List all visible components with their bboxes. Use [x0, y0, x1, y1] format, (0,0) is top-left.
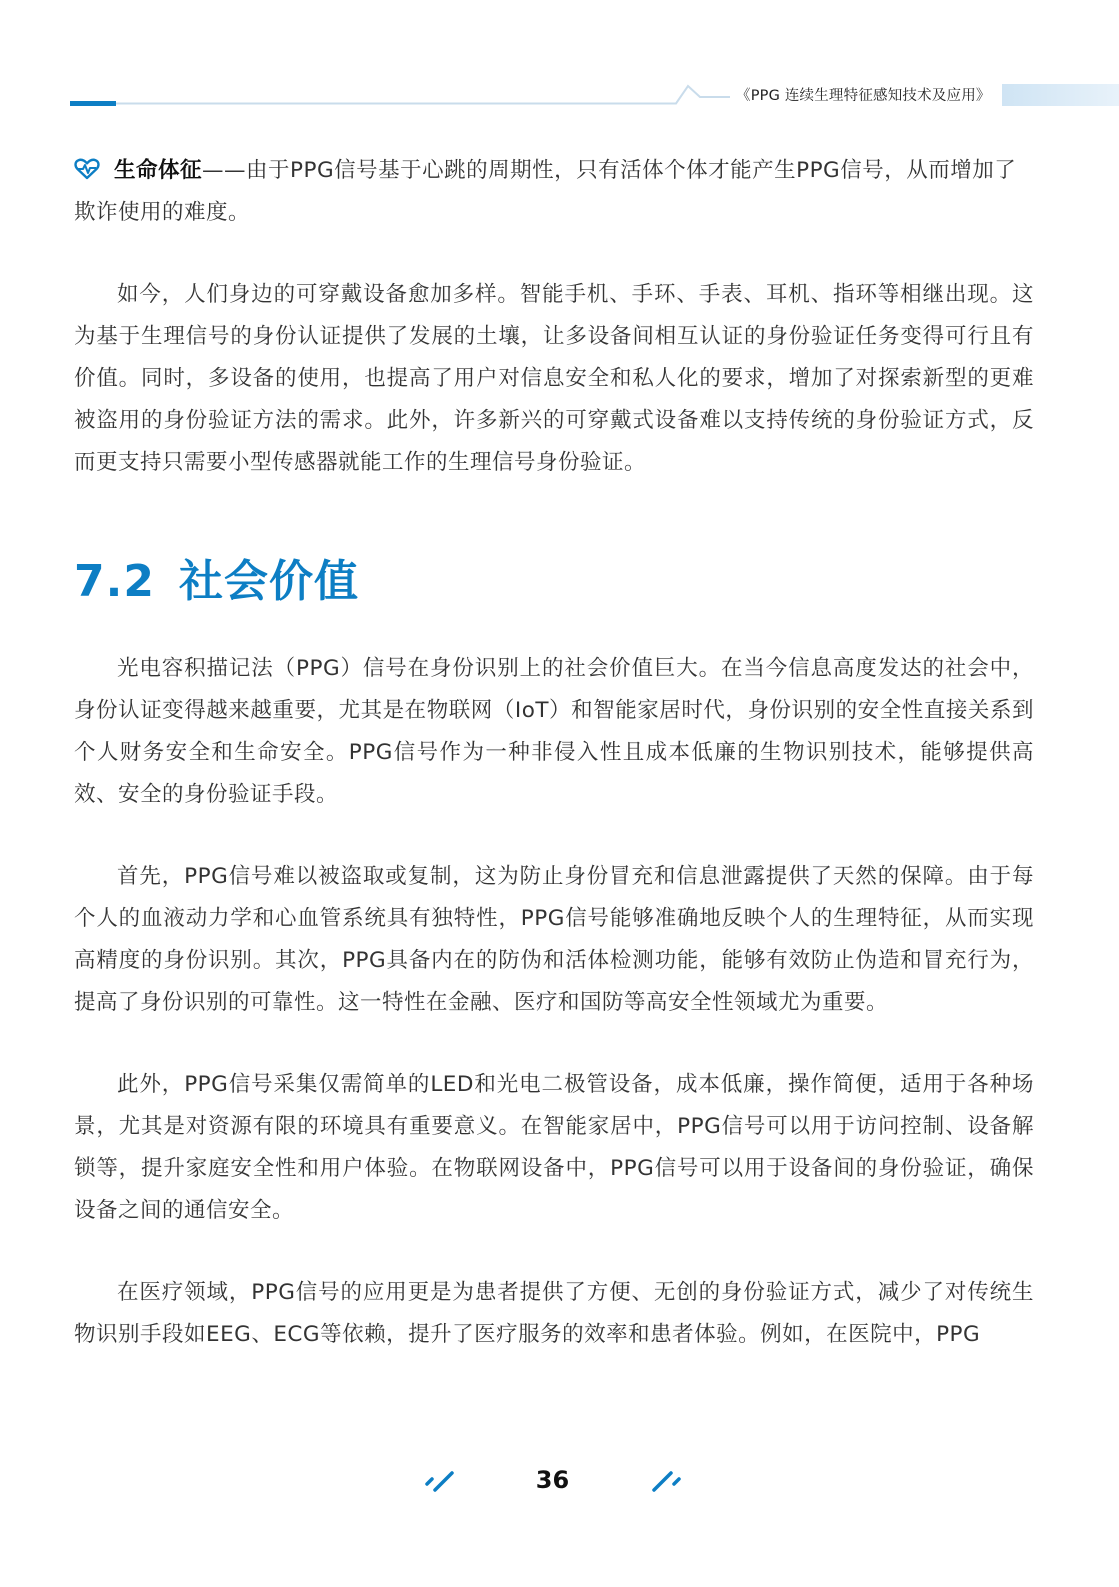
page-number: 36	[535, 1466, 570, 1494]
section-heading	[74, 554, 1034, 610]
section-title: 社会价值	[178, 556, 359, 607]
paragraph-3: 此外，PPG信号采集仅需简单的LED和光电二极管设备，成本低廉，操作简便，适用于各种场景，尤其是对资源有限的环境具有重要意义。在智能家居中，PPG信号可以用于访问控制、设备解锁等，提升家庭安全性和用户体验。在物联网设备中，PPG信号可以用于设备间的身份验证，确保设备之间的通信安全。	[74, 1072, 1034, 1223]
header-accent-bar	[70, 101, 116, 106]
paragraph-4: 在医疗领域，PPG信号的应用更是为患者提供了方便、无创的身份验证方式，减少了对传统生物识别手段如EEG、ECG等依赖，提升了医疗服务的效率和患者体验。例如，在医院中，PPG	[74, 1280, 1034, 1347]
bullet-text: 由于PPG信号基于心跳的周期性，只有活体个体才能产生PPG信号，从而增加了欺诈使用的难度。	[74, 158, 1017, 225]
heart-pulse-icon	[74, 158, 100, 180]
page-header	[0, 0, 1119, 120]
paragraph-2: 首先，PPG信号难以被盗取或复制，这为防止身份冒充和信息泄露提供了天然的保障。由于每个人的血液动力学和心血管系统具有独特性，PPG信号能够准确地反映个人的生理特征，从而实现高精度的身份识别。其次，PPG具备内在的防伪和活体检测功能，能够有效防止伪造和冒充行为，提高了身份识别的可靠性。这一特性在金融、医疗和国防等高安全性领域尤为重要。	[74, 864, 1034, 1015]
bullet-term: 生命体征	[114, 158, 203, 183]
header-tab	[1002, 84, 1119, 106]
section-number: 7.2	[74, 556, 155, 607]
page-footer	[0, 1456, 1119, 1506]
header-line	[116, 86, 730, 104]
paragraph-1: 光电容积描记法（PPG）信号在身份识别上的社会价值巨大。在当今信息高度发达的社会中，身份认证变得越来越重要，尤其是在物联网（IoT）和智能家居时代，身份识别的安全性直接关系到个人财务安全和生命安全。PPG信号作为一种非侵入性且成本低廉的生物识别技术，能够提供高效、安全的身份验证手段。	[74, 656, 1034, 807]
running-title: 《PPG 连续生理特征感知技术及应用》	[736, 88, 991, 104]
bullet-item	[74, 150, 1034, 234]
double-slash-icon	[650, 1466, 682, 1494]
page-content	[74, 150, 1034, 1356]
bullet-separator: ——	[202, 158, 247, 183]
paragraph-wearables: 如今，人们身边的可穿戴设备愈加多样。智能手机、手环、手表、耳机、指环等相继出现。这为基于生理信号的身份认证提供了发展的土壤，让多设备间相互认证的身份验证任务变得可行且有价值。同时，多设备的使用，也提高了用户对信息安全和私人化的要求，增加了对探索新型的更难被盗用的身份验证方法的需求。此外，许多新兴的可穿戴式设备难以支持传统的身份验证方式，反而更支持只需要小型传感器就能工作的生理信号身份验证。	[74, 282, 1034, 475]
